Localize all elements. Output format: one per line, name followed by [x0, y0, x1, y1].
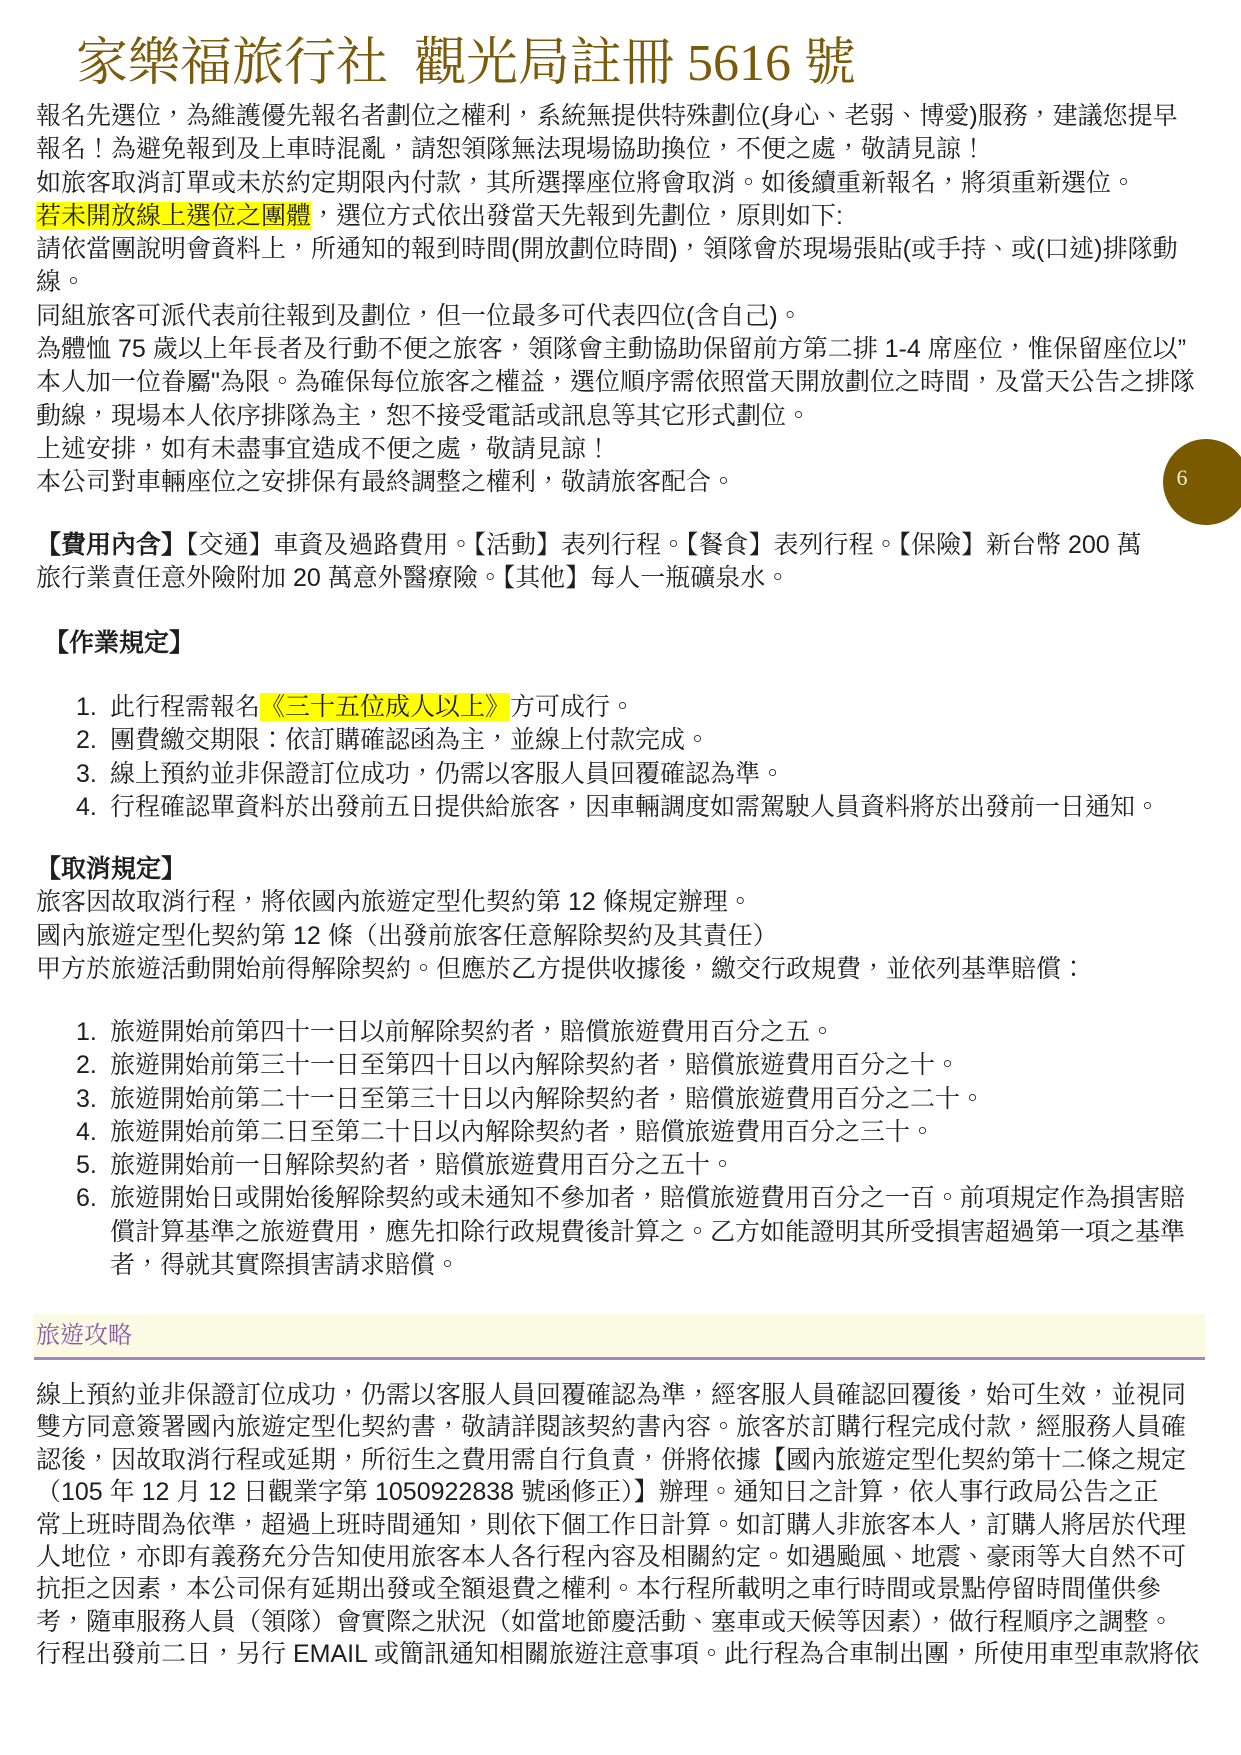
list-item-text: 旅遊開始前第二十一日至第三十日以內解除契約者，賠償旅遊費用百分之二十。: [110, 1084, 986, 1113]
list-item-text: 償計算基準之旅遊費用，應先扣除行政規費後計算之。乙方如能證明其所受損害超過第一項之基準: [110, 1217, 1186, 1246]
list-item: [76, 1083, 1185, 1116]
list-number: 2.: [76, 1051, 97, 1080]
cancellation-line: 國內旅遊定型化契約第 12 條（出發前旅客任意解除契約及其責任）: [36, 921, 778, 950]
cancellation-heading: 【取消規定】: [36, 855, 187, 883]
list-number: 6.: [76, 1184, 97, 1213]
seat-notice-line: 如旅客取消訂單或未於約定期限內付款，其所選擇座位將會取消。如後續重新報名，將須重新選位。: [36, 168, 1137, 197]
list-item: [76, 1016, 1185, 1049]
seat-notice-section: [36, 100, 1195, 500]
cancellation-line: 甲方於旅遊活動開始前得解除契約。但應於乙方提供收據後，繳交行政規費，並依列基準賠償：: [36, 954, 1087, 983]
operations-heading: [44, 627, 194, 660]
seat-notice-line: 報名先選位，為維護優先報名者劃位之權利，系統無提供特殊劃位(身心、老弱、博愛)服務，建議您提早: [36, 102, 1178, 130]
guide-paragraph: [36, 1379, 1199, 1671]
list-number: 2.: [76, 726, 97, 755]
list-item: [76, 1116, 1185, 1149]
list-item-text: 團費繳交期限：依訂購確認函為主，並線上付款完成。: [110, 726, 711, 755]
list-item-text: 旅遊開始前一日解除契約者，賠償旅遊費用百分之五十。: [110, 1151, 736, 1180]
fees-label: 【費用內含】: [36, 531, 187, 559]
list-item-text: 旅遊開始日或開始後解除契約或未通知不參加者，賠償旅遊費用百分之一百。前項規定作為損害賠: [110, 1184, 1186, 1213]
list-item-text-before: 此行程需報名: [110, 693, 261, 721]
fees-line: [36, 529, 1142, 562]
list-item-text: 線上預約並非保證訂位成功，仍需以客服人員回覆確認為準。: [110, 759, 786, 788]
seat-rule-line: 本人加一位眷屬"為限。為確保每位旅客之權益，選位順序需依照當天開放劃位之時間，及當天公告之排隊: [36, 368, 1195, 397]
seat-notice-line: 報名！為避免報到及上車時混亂，請恕領隊無法現場協助換位，不便之處，敬請見諒！: [36, 135, 987, 164]
list-item: [76, 691, 1160, 724]
section-header-band: [34, 1314, 1205, 1360]
list-item-text: 行程確認單資料於出發前五日提供給旅客，因車輛調度如需駕駛人員資料將於出發前一日通知。: [110, 792, 1161, 821]
fees-line: 旅行業責任意外險附加 20 萬意外醫療險。【其他】每人一瓶礦泉水。: [36, 564, 791, 593]
list-item-text: 旅遊開始前第四十一日以前解除契約者，賠償旅遊費用百分之五。: [110, 1018, 836, 1046]
list-item-text: [110, 691, 1160, 724]
cancellation-line: 旅客因故取消行程，將依國內旅遊定型化契約第 12 條規定辦理。: [36, 888, 753, 917]
fees-text: 【交通】車資及過路費用。【活動】表列行程。【餐食】表列行程。【保險】新台幣 200 萬: [186, 531, 1142, 559]
highlighted-text: 若未開放線上選位之團體: [36, 201, 312, 230]
guide-line: 抗拒之因素，本公司保有延期出發或全額退費之權利。本行程所載明之車行時間或景點停留時間僅供參: [36, 1575, 1162, 1604]
list-number: 3.: [76, 759, 97, 788]
guide-line: 雙方同意簽署國內旅遊定型化契約書，敬請詳閱該契約書內容。旅客於訂購行程完成付款，經服務人員確: [36, 1413, 1187, 1442]
list-number: 4.: [76, 1117, 97, 1146]
seat-notice-line: [36, 200, 1195, 233]
list-item: [76, 1149, 1185, 1182]
guide-line: （105 年 12 月 12 日觀業字第 1050922838 號函修正）】辦理。通知日之計算，依人事行政局公告之正: [36, 1478, 1159, 1507]
list-number: 5.: [76, 1151, 97, 1180]
section-heading: 旅遊攻略: [36, 1322, 132, 1349]
cancellation-list: [76, 1016, 1185, 1282]
cancellation-section: [36, 853, 1086, 986]
seat-rule-line: 線。: [36, 268, 87, 297]
page-number: 6: [1176, 465, 1188, 490]
list-item-text-after: 方可成行。: [510, 693, 636, 721]
list-item-text: 旅遊開始前第二日至第二十日以內解除契約者，賠償旅遊費用百分之三十。: [110, 1117, 936, 1146]
guide-line: 人地位，亦即有義務充分告知使用旅客本人各行程內容及相關約定。如遇颱風、地震、豪雨等大自然不可: [36, 1542, 1187, 1571]
operations-list: [76, 691, 1160, 824]
list-item: [76, 791, 1160, 824]
fees-section: [36, 529, 1142, 596]
list-item: [76, 758, 1160, 791]
seat-rule-line: 本公司對車輛座位之安排保有最終調整之權利，敬請旅客配合。: [36, 468, 737, 497]
operations-heading-text: 【作業規定】: [44, 629, 195, 657]
list-item: [76, 1182, 1185, 1282]
guide-line: 考，隨車服務人員（領隊）會實際之狀況（如當地節慶活動、塞車或天候等因素），做行程順序之調整。: [36, 1607, 1174, 1636]
list-item: [76, 724, 1160, 757]
page-title: 家樂福旅行社 觀光局註冊 5616 號: [76, 35, 857, 92]
list-number: 4.: [76, 792, 97, 821]
list-item-text: 旅遊開始前第三十一日至第四十日以內解除契約者，賠償旅遊費用百分之十。: [110, 1051, 961, 1080]
seat-rule-line: 上述安排，如有未盡事宜造成不便之處，敬請見諒！: [36, 434, 612, 463]
seat-notice-text: ，選位方式依出發當天先報到先劃位，原則如下:: [311, 201, 843, 230]
highlighted-text: 《三十五位成人以上》: [260, 693, 511, 721]
guide-line: 常上班時間為依準，超過上班時間通知，則依下個工作日計算。如訂購人非旅客本人，訂購人將居於代理: [36, 1510, 1187, 1539]
seat-rule-line: 為體恤 75 歲以上年長者及行動不便之旅客，領隊會主動協助保留前方第二排 1-4 席座位，惟保留座位以”: [36, 335, 1187, 364]
list-number: 1.: [76, 693, 97, 721]
seat-rule-line: 動線，現場本人依序排隊為主，恕不接受電話或訊息等其它形式劃位。: [36, 401, 812, 430]
list-number: 1.: [76, 1018, 97, 1046]
list-item: [76, 1049, 1185, 1082]
list-number: 3.: [76, 1084, 97, 1113]
list-item-text: 者，得就其實際損害請求賠償。: [110, 1251, 461, 1280]
guide-line: 認後，因故取消行程或延期，所衍生之費用需自行負責，併將依據【國內旅遊定型化契約第十二條之規定: [36, 1445, 1187, 1474]
guide-line: 線上預約並非保證訂位成功，仍需以客服人員回覆確認為準，經客服人員確認回覆後，始可生效，並視同: [36, 1381, 1187, 1409]
seat-rule-line: 請依當團說明會資料上，所通知的報到時間(開放劃位時間)，領隊會於現場張貼(或手持、或(口述)排隊動: [36, 235, 1178, 264]
seat-rule-line: 同組旅客可派代表前往報到及劃位，但一位最多可代表四位(含自己)。: [36, 301, 803, 330]
guide-line: 行程出發前二日，另行 EMAIL 或簡訊通知相關旅遊注意事項。此行程為合車制出團，所使用車型車款將依: [36, 1640, 1199, 1669]
